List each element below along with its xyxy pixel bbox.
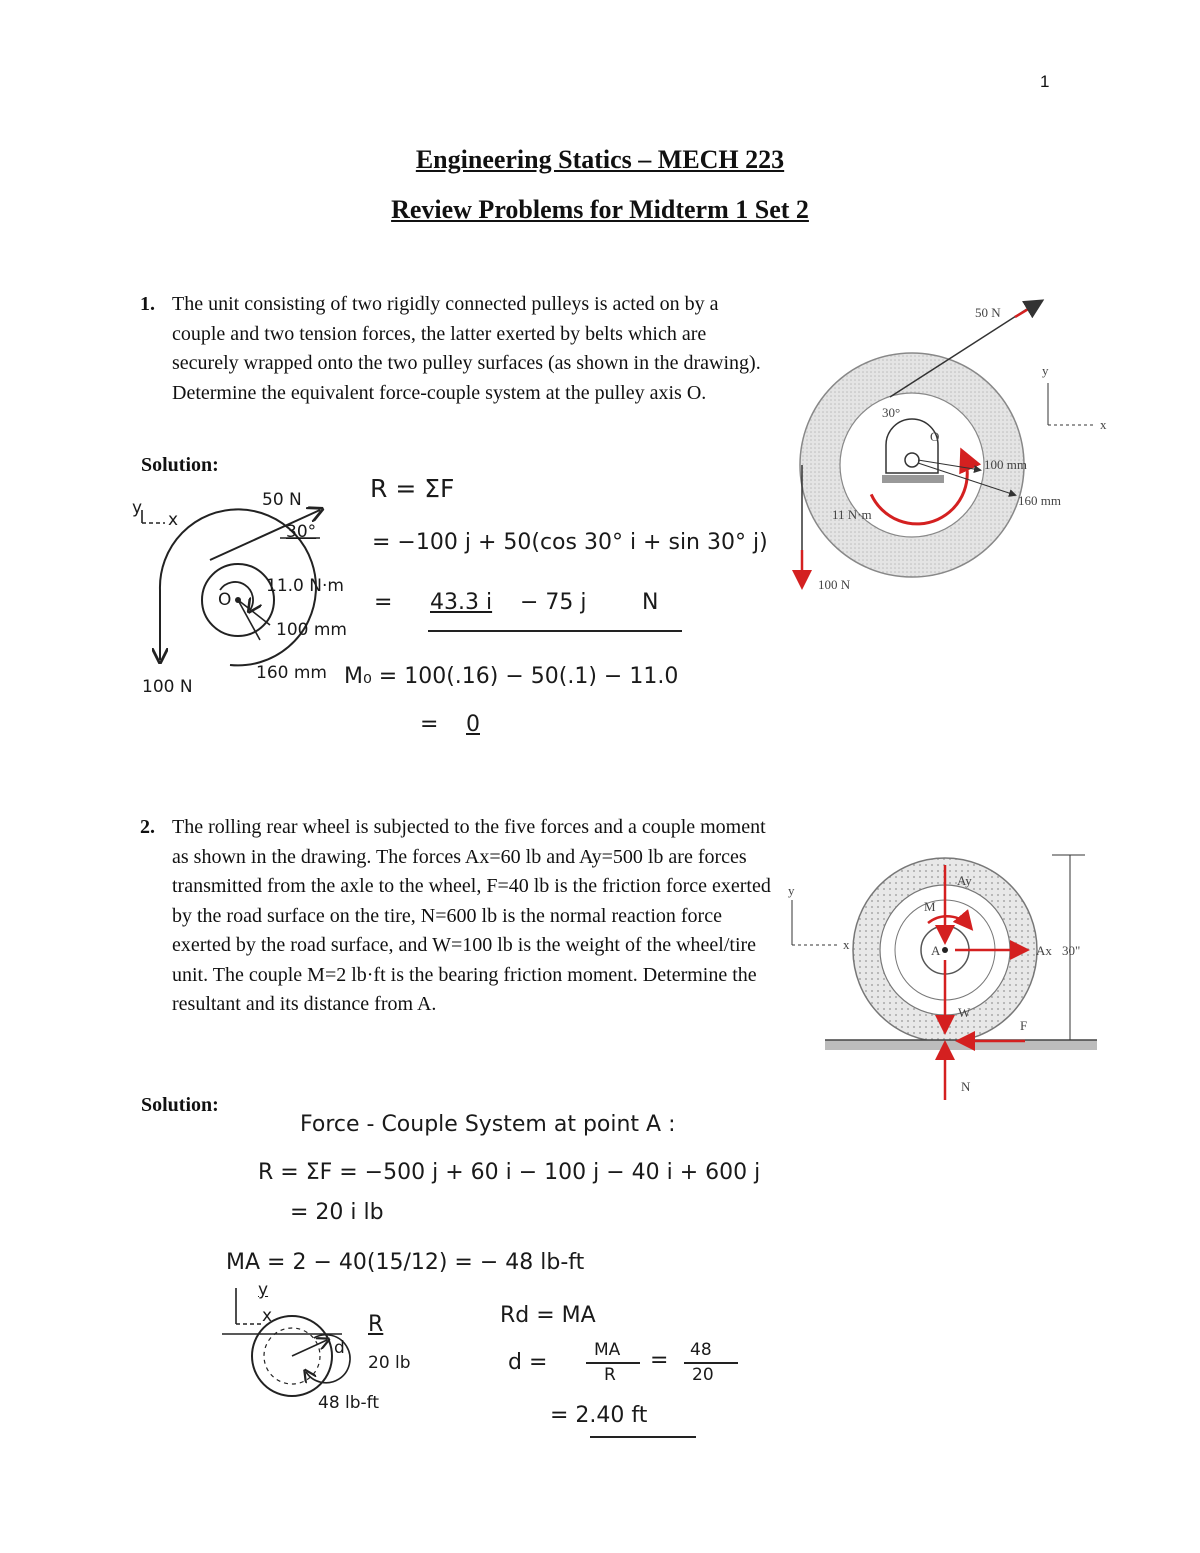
work1-line3-eq: = bbox=[374, 590, 393, 615]
work1-line3-i: 43.3 i bbox=[430, 590, 493, 615]
work2-frac2-num: 48 bbox=[690, 1340, 712, 1360]
sketch1-axis-x: x bbox=[168, 510, 179, 530]
problem-1-text: The unit consisting of two rigidly connected pulleys is acted on by a couple and two tension forces, the latter exerted by belts which are securely wrapped onto the two pulley surfaces (as shown in the drawing). Determine the equivalent force-couple system at the pulley axis O. bbox=[172, 293, 761, 404]
sketch2-axis-x: x bbox=[262, 1306, 273, 1326]
work2-rd: Rd = MA bbox=[500, 1303, 596, 1328]
fig2-F: F bbox=[1020, 1018, 1028, 1033]
work2-eq: = bbox=[650, 1348, 669, 1373]
fig1-inner-radius: 100 mm bbox=[984, 457, 1027, 472]
work1-line5-val: 0 bbox=[466, 712, 480, 737]
work1-line4: M₀ = 100(.16) − 50(.1) − 11.0 bbox=[344, 664, 679, 689]
work2-frac1-bar bbox=[586, 1362, 640, 1364]
work2-line2: = 20 i lb bbox=[290, 1200, 384, 1225]
sketch1-angle: 30° bbox=[286, 522, 317, 542]
sketch2-moment: 48 lb-ft bbox=[318, 1393, 380, 1413]
solution-1-label: Solution: bbox=[141, 454, 219, 476]
fig2-axis-x: x bbox=[843, 937, 850, 952]
fig2-N: N bbox=[961, 1079, 971, 1094]
work2-result: = 2.40 ft bbox=[550, 1403, 648, 1428]
fig2-Ay: Ay bbox=[957, 873, 972, 888]
work1-line3-j: − 75 j bbox=[520, 590, 587, 615]
page-number: 1 bbox=[1040, 72, 1050, 91]
problem-1-number: 1. bbox=[140, 293, 155, 315]
pulley-figure bbox=[790, 295, 1110, 605]
fig2-diameter: 30" bbox=[1062, 943, 1081, 958]
page-title: Engineering Statics – MECH 223 bbox=[415, 145, 785, 174]
fig1-axis-x: x bbox=[1100, 417, 1107, 432]
work2-frac1-num: MA bbox=[594, 1340, 621, 1360]
sketch1-center: O bbox=[218, 590, 232, 610]
work2-frac1-den: R bbox=[604, 1365, 616, 1385]
problem-2-text-b: Ax=60 lb and Ay=500 lb are forces transmitted from the axle to the wheel, F=40 lb is the friction force exerted by the road surface on the tire, N=600 lb is the normal reaction force exerted by the road surface, and W=100 lb is the weight of the wheel/tire unit. The couple M=2 lb·ft is the bearing friction moment. Determine the resultant and its distance from A. bbox=[172, 845, 771, 1015]
work2-result-underline bbox=[590, 1436, 696, 1438]
sketch1-force-bottom: 100 N bbox=[142, 677, 193, 697]
fig2-A: A bbox=[931, 943, 941, 958]
problem-2-number: 2. bbox=[140, 816, 155, 838]
sketch1-inner-radius: 100 mm bbox=[276, 620, 347, 640]
work1-line2: = −100 j + 50(cos 30° i + sin 30° j) bbox=[372, 530, 768, 555]
problem-2-text-a: The rolling rear wheel is subjected to the five forces and a couple moment as shown in the drawing. The forces bbox=[172, 816, 766, 868]
sketch2-axis-y: y bbox=[258, 1280, 269, 1300]
fig1-couple: 11 N·m bbox=[832, 507, 872, 522]
sketch1-axis-y: y bbox=[132, 498, 143, 518]
work1-line5-eq: = bbox=[420, 712, 439, 737]
work1-line3-unit: N bbox=[642, 590, 659, 615]
wheel-figure bbox=[780, 845, 1110, 1110]
work1-underline bbox=[428, 630, 682, 632]
sketch2-R: R bbox=[368, 1312, 384, 1337]
fig2-axis-y: y bbox=[788, 883, 795, 898]
wheel-sketch bbox=[222, 1278, 382, 1408]
fig2-W: W bbox=[958, 1005, 971, 1020]
sketch1-outer-radius: 160 mm bbox=[256, 663, 327, 683]
work2-heading: Force - Couple System at point A : bbox=[300, 1112, 676, 1137]
work2-frac2-bar bbox=[684, 1362, 738, 1364]
problem-1 bbox=[140, 290, 772, 408]
work2-d-label: d = bbox=[508, 1350, 548, 1375]
sketch1-couple: 11.0 N·m bbox=[266, 576, 344, 596]
problem-2 bbox=[140, 813, 772, 1020]
solution-2-label: Solution: bbox=[141, 1094, 219, 1116]
fig2-Ax: Ax bbox=[1036, 943, 1052, 958]
work2-line3: MA = 2 − 40(15/12) = − 48 lb-ft bbox=[226, 1250, 585, 1275]
fig1-angle: 30° bbox=[882, 405, 901, 420]
fig1-force-top: 50 N bbox=[975, 305, 1001, 320]
fig2-M: M bbox=[924, 899, 936, 914]
sketch2-d: d bbox=[334, 1338, 345, 1358]
work1-line1: R = ΣF bbox=[370, 474, 455, 503]
work2-frac2-den: 20 bbox=[692, 1365, 714, 1385]
fig1-outer-radius: 160 mm bbox=[1018, 493, 1061, 508]
fig1-center: O bbox=[930, 429, 940, 444]
fig1-axis-y: y bbox=[1042, 363, 1049, 378]
fig1-force-bottom: 100 N bbox=[818, 577, 851, 592]
sketch1-force-top: 50 N bbox=[262, 490, 302, 510]
work2-line1: R = ΣF = −500 j + 60 i − 100 j − 40 i + 600 j bbox=[258, 1160, 761, 1185]
sketch2-force: 20 lb bbox=[368, 1353, 411, 1373]
page-subtitle: Review Problems for Midterm 1 Set 2 bbox=[391, 195, 809, 224]
